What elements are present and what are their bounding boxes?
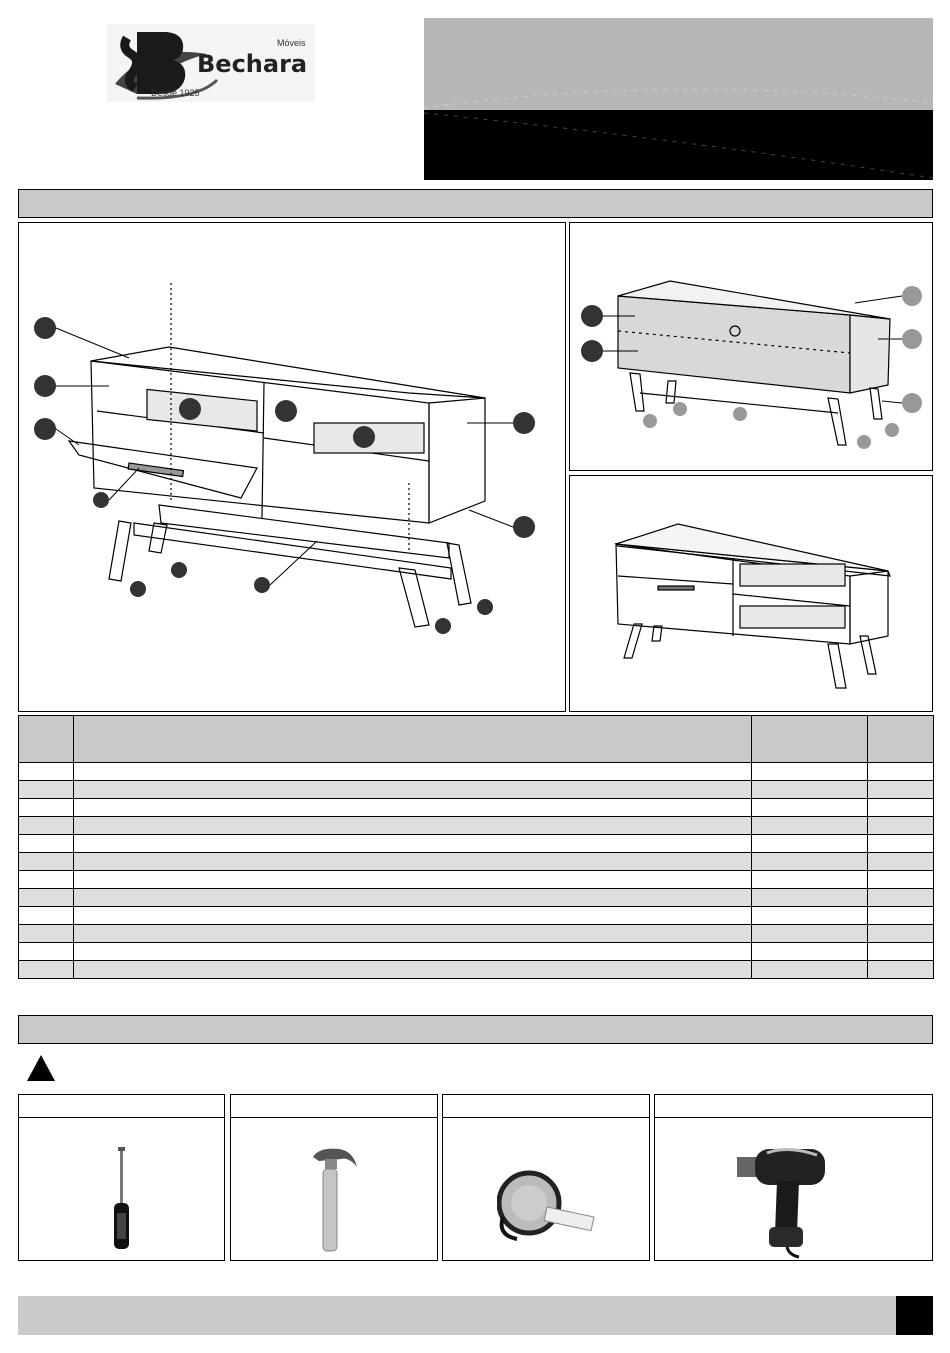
table-row — [19, 943, 934, 961]
header-cell-number — [19, 716, 74, 763]
table-row — [19, 925, 934, 943]
hammer-icon — [309, 1145, 359, 1253]
table-row — [19, 871, 934, 889]
exploded-view-drawing — [19, 223, 567, 713]
table-row — [19, 763, 934, 781]
footer-bar — [18, 1296, 896, 1335]
table-row — [19, 799, 934, 817]
table-row — [19, 907, 934, 925]
tool-card-screwdriver — [18, 1094, 225, 1261]
tool-card-tape-measure — [442, 1094, 650, 1261]
warning-icon — [26, 1054, 56, 1082]
section-bar-tools — [18, 1015, 933, 1044]
finished-view-drawing — [570, 476, 934, 713]
header-cell-description — [74, 716, 752, 763]
parts-table — [18, 715, 934, 979]
back-view-panel — [569, 222, 933, 471]
part-callouts — [34, 317, 535, 634]
parts-table-header — [19, 716, 934, 763]
tool-card-drill — [654, 1094, 933, 1261]
back-view-drawing — [570, 223, 934, 472]
screwdriver-icon — [107, 1147, 137, 1251]
bechara-logo — [107, 24, 315, 102]
page-number-box — [896, 1296, 933, 1335]
table-row — [19, 889, 934, 907]
section-bar-parts — [18, 189, 933, 218]
drill-icon — [737, 1141, 837, 1259]
logo-since: Desde 1925 — [151, 88, 200, 98]
table-row — [19, 961, 934, 979]
header-cell-quantity — [868, 716, 934, 763]
table-row — [19, 835, 934, 853]
header-decoration — [424, 18, 933, 180]
logo-tagline: Móveis — [277, 38, 306, 48]
table-row — [19, 817, 934, 835]
table-row — [19, 781, 934, 799]
table-row — [19, 853, 934, 871]
tool-card-hammer — [230, 1094, 438, 1261]
header-cell-dimensions — [752, 716, 868, 763]
exploded-view-panel — [18, 222, 566, 712]
finished-view-panel — [569, 475, 933, 712]
tape-measure-icon — [497, 1167, 597, 1242]
logo-brand: Bechara — [197, 50, 308, 78]
